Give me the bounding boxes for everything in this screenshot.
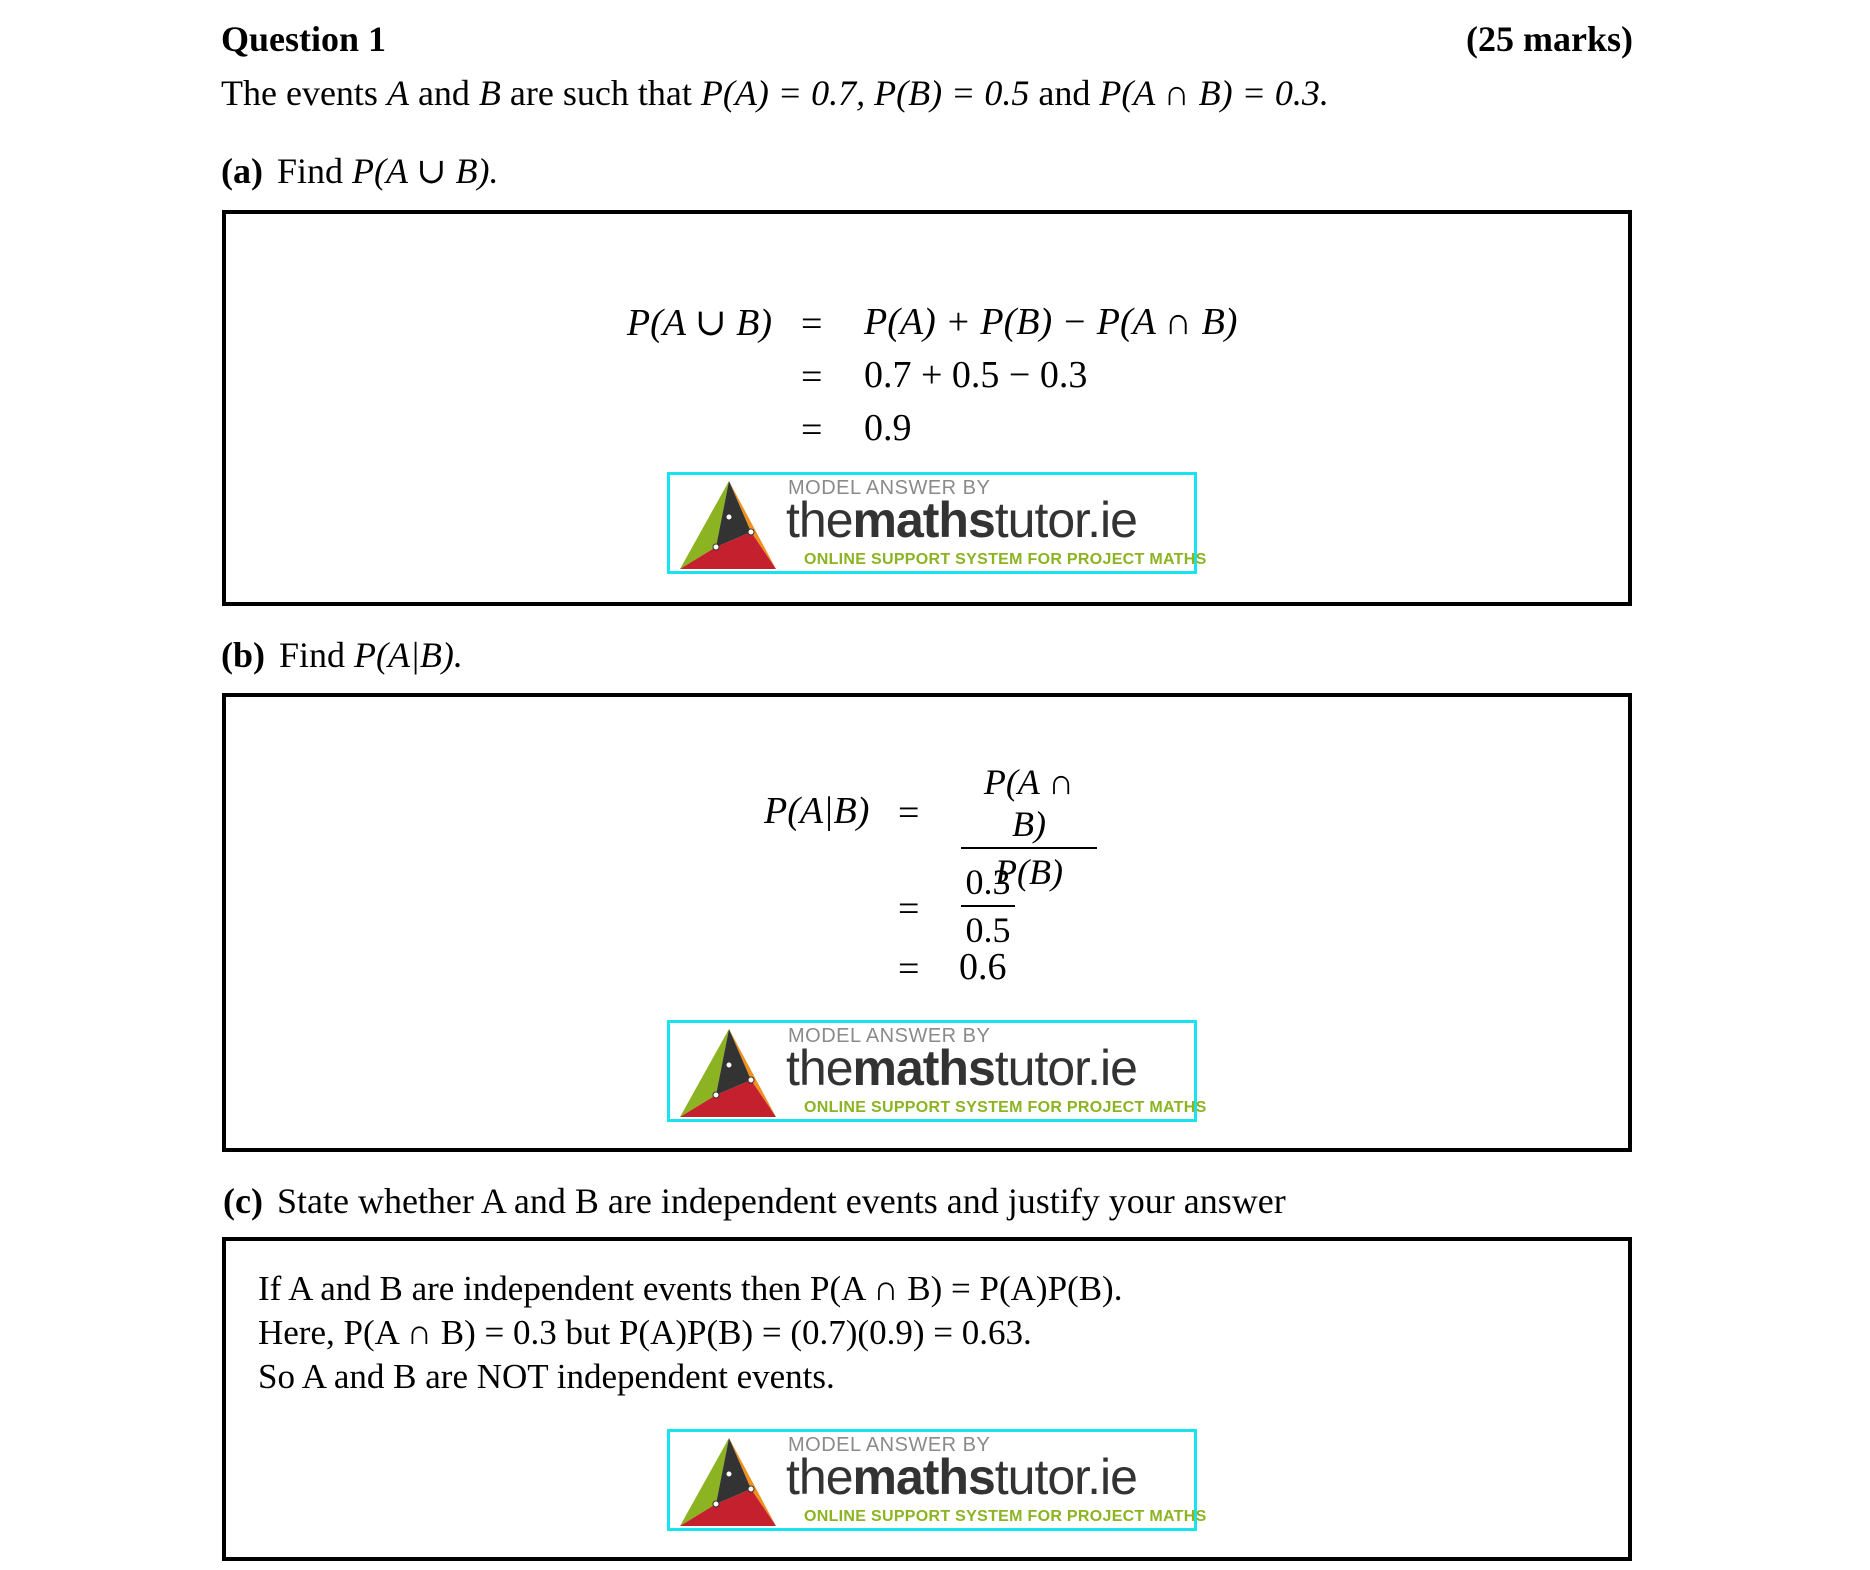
b-lhs: P(A|B) xyxy=(764,790,870,832)
a-eq-2: = xyxy=(801,356,823,398)
triangle-logo-icon xyxy=(676,1025,782,1119)
model-answer-logo xyxy=(667,1429,1207,1531)
a-rhs-3: 0.9 xyxy=(864,407,912,449)
part-b-label: (b) Find P(A|B). xyxy=(221,635,463,675)
part-a-label: (a) Find P(A ∪ B). xyxy=(221,151,499,191)
logo-small-text: MODEL ANSWER BY xyxy=(788,1434,991,1456)
logo-tagline: ONLINE SUPPORT SYSTEM FOR PROJECT MATHS xyxy=(804,1508,1207,1525)
b-eq-2: = xyxy=(898,888,920,930)
question-title: Question 1 xyxy=(221,19,387,59)
logo-tagline: ONLINE SUPPORT SYSTEM FOR PROJECT MATHS xyxy=(804,1099,1207,1116)
answer-box-b xyxy=(222,693,1632,1152)
answer-box-c xyxy=(222,1237,1632,1561)
a-rhs-2: 0.7 + 0.5 − 0.3 xyxy=(864,354,1088,396)
logo-brand: themathstutor.ie xyxy=(786,1040,1137,1096)
logo-tagline: ONLINE SUPPORT SYSTEM FOR PROJECT MATHS xyxy=(804,551,1207,568)
b-fraction-1: P(A ∩ B) P(B) xyxy=(961,761,1097,893)
model-answer-logo xyxy=(667,1020,1207,1122)
triangle-logo-icon xyxy=(676,477,782,571)
logo-brand: themathstutor.ie xyxy=(786,1449,1137,1505)
a-rhs-1: P(A) + P(B) − P(A ∩ B) xyxy=(864,301,1238,343)
logo-small-text: MODEL ANSWER BY xyxy=(788,1025,991,1047)
c-line-3: So A and B are NOT independent events. xyxy=(258,1357,835,1396)
a-lhs: P(A ∪ B) xyxy=(626,302,772,344)
b-fraction-2: 0.3 0.5 xyxy=(961,861,1015,951)
question-marks: (25 marks) xyxy=(1466,19,1633,59)
c-line-2: Here, P(A ∩ B) = 0.3 but P(A)P(B) = (0.7)(0.9) = 0.63. xyxy=(258,1313,1032,1352)
b-eq-1: = xyxy=(898,792,920,834)
b-result: 0.6 xyxy=(959,946,1007,988)
logo-brand: themathstutor.ie xyxy=(786,492,1137,548)
c-line-1: If A and B are independent events then P(A ∩ B) = P(A)P(B). xyxy=(258,1269,1123,1308)
a-eq-1: = xyxy=(801,303,823,345)
b-eq-3: = xyxy=(898,948,920,990)
a-eq-3: = xyxy=(801,409,823,451)
triangle-logo-icon xyxy=(676,1434,782,1528)
model-answer-logo xyxy=(667,472,1207,574)
logo-small-text: MODEL ANSWER BY xyxy=(788,477,991,499)
answer-box-a xyxy=(222,210,1632,606)
part-c-label: (c) State whether A and B are independent events and justify your answer xyxy=(223,1181,1286,1221)
question-intro: The events A and B are such that P(A) = 0.7, P(B) = 0.5 and P(A ∩ B) = 0.3. xyxy=(221,73,1329,113)
